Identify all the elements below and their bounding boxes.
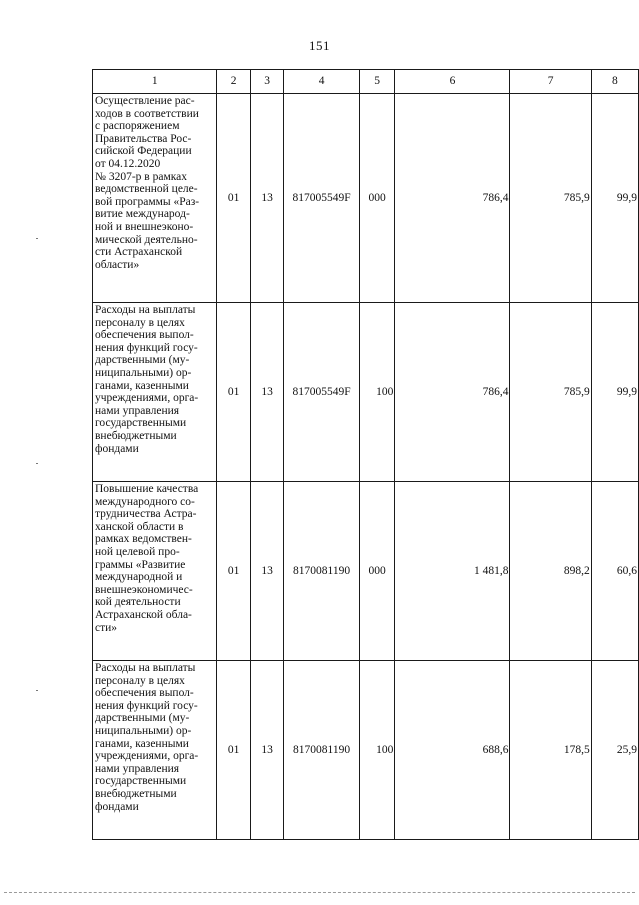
table-row [93,482,639,661]
description-line: ходов в соответствии [95,107,199,120]
description-line: персоналу в целях [95,316,185,329]
planned-amount-cell: 786,4 [395,303,510,482]
description-line: Астраханской обла- [95,608,192,621]
description-line: обеспечения выпол- [95,687,194,700]
expense-type-cell: 000 [359,482,395,661]
description-line: фондами [95,442,139,455]
description-line: нения функций госу- [95,341,198,354]
description-line: вой программы «Раз- [95,195,200,208]
target-article-cell: 8170081190 [284,482,360,661]
description-line: Повышение качества [95,483,199,495]
expense-type-cell: 100 [359,661,395,840]
description-line: рамках ведомствен- [95,533,192,546]
description-line: внебюджетными [95,429,177,442]
description-line: мической деятельно- [95,233,198,246]
description-line: ганами, казенными [95,379,189,392]
section-code-cell: 01 [217,94,250,303]
percent-cell: 99,9 [591,303,638,482]
row-description [93,482,217,661]
subsection-code-cell: 13 [250,482,283,661]
table-row [93,661,639,840]
column-header: 3 [250,70,283,94]
description-line: персоналу в целях [95,674,185,687]
column-header: 2 [217,70,250,94]
column-header: 8 [591,70,638,94]
subsection-code-cell: 13 [250,94,283,303]
bottom-scan-line [4,892,635,893]
description-line: международного со- [95,495,195,508]
description-line: от 04.12.2020 [95,157,161,170]
target-article-cell: 8170081190 [284,661,360,840]
description-line: обеспечения выпол- [95,329,194,342]
percent-cell: 99,9 [591,94,638,303]
row-description [93,303,217,482]
scan-speck [36,690,38,691]
description-line: ведомственной целе- [95,183,198,196]
description-line: Осуществление рас- [95,95,195,107]
description-line: ной целевой про- [95,545,180,558]
expense-type-cell: 000 [359,94,395,303]
description-line: кой деятельности [95,596,181,609]
description-line: государственными [95,775,187,788]
target-article-cell: 817005549F [284,303,360,482]
description-line: дарственными (му- [95,354,190,367]
column-header: 4 [284,70,360,94]
actual-amount-cell: 178,5 [510,661,591,840]
budget-table [92,69,639,840]
planned-amount-cell: 1 481,8 [395,482,510,661]
description-line: учреждениями, орга- [95,392,199,405]
description-line: № 3207-р в рамках [95,170,188,183]
description-line: ной и внешнеэконо- [95,220,194,233]
description-line: нами управления [95,762,180,775]
description-line: сти» [95,621,118,634]
column-header: 7 [510,70,591,94]
target-article-cell: 817005549F [284,94,360,303]
row-description [93,94,217,303]
section-code-cell: 01 [217,661,250,840]
description-line: витие международ- [95,208,190,221]
percent-cell: 25,9 [591,661,638,840]
description-line: внебюджетными [95,787,177,800]
description-line: учреждениями, орга- [95,750,199,763]
description-line: трудничества Астра- [95,508,197,521]
description-line: Правительства Рос- [95,132,192,145]
description-line: граммы «Развитие [95,558,186,571]
column-header: 1 [93,70,217,94]
planned-amount-cell: 688,6 [395,661,510,840]
table-row [93,94,639,303]
planned-amount-cell: 786,4 [395,94,510,303]
description-line: международной и [95,571,183,584]
actual-amount-cell: 898,2 [510,482,591,661]
description-line: сийской Федерации [95,145,192,158]
description-line: фондами [95,800,139,813]
percent-cell: 60,6 [591,482,638,661]
column-header: 6 [395,70,510,94]
description-line: области» [95,258,140,271]
description-line: ниципальными) ор- [95,724,192,737]
description-line: ханской области в [95,520,184,533]
actual-amount-cell: 785,9 [510,303,591,482]
description-line: дарственными (му- [95,712,190,725]
column-header: 5 [359,70,395,94]
section-code-cell: 01 [217,482,250,661]
table-header-row [93,70,639,94]
scan-speck [36,238,38,239]
description-line: государственными [95,417,187,430]
page-number: 151 [309,38,330,53]
description-line: Расходы на выплаты [95,304,196,316]
description-line: ганами, казенными [95,737,189,750]
actual-amount-cell: 785,9 [510,94,591,303]
scan-speck [36,463,38,464]
description-line: внешнеэкономичес- [95,583,193,596]
description-line: Расходы на выплаты [95,662,196,674]
description-line: с распоряжением [95,120,180,133]
description-line: ниципальными) ор- [95,366,192,379]
section-code-cell: 01 [217,303,250,482]
description-line: нения функций госу- [95,699,198,712]
description-line: нами управления [95,404,180,417]
description-line: сти Астраханской [95,246,183,259]
row-description [93,661,217,840]
subsection-code-cell: 13 [250,303,283,482]
subsection-code-cell: 13 [250,661,283,840]
expense-type-cell: 100 [359,303,395,482]
table-row [93,303,639,482]
